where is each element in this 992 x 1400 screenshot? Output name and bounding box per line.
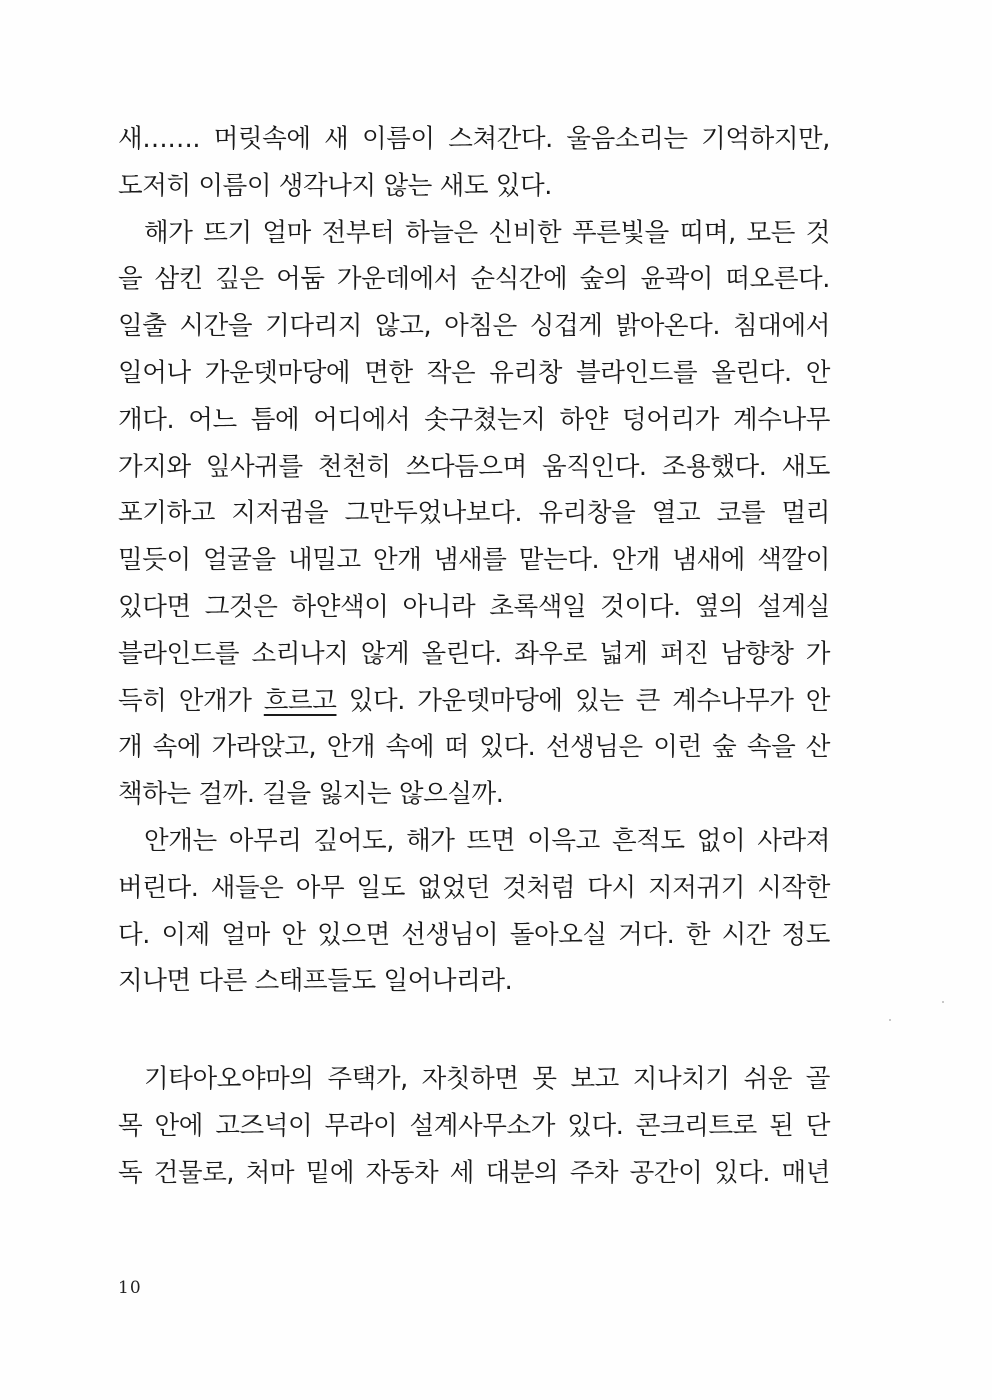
text-line: 다. 이제 얼마 안 있으면 선생님이 돌아오실 거다. 한 시간 정도 bbox=[118, 919, 830, 950]
text-line: 밀듯이 얼굴을 내밀고 안개 냄새를 맡는다. 안개 냄새에 색깔이 bbox=[118, 545, 830, 576]
scan-speck bbox=[942, 1001, 944, 1003]
text-line: 책하는 걸까. 길을 잃지는 않으실까. bbox=[118, 779, 504, 810]
text-line: 블라인드를 소리나지 않게 올린다. 좌우로 넓게 퍼진 남향창 가 bbox=[118, 638, 830, 669]
text-line: 개다. 어느 틈에 어디에서 솟구쳤는지 하얀 덩어리가 계수나무 bbox=[118, 404, 830, 435]
text-line: 개 속에 가라앉고, 안개 속에 떠 있다. 선생님은 이런 숲 속을 산 bbox=[118, 732, 830, 763]
text-line: 목 안에 고즈넉이 무라이 설계사무소가 있다. 콘크리트로 된 단 bbox=[118, 1110, 830, 1141]
text-line: 포기하고 지저귐을 그만두었나보다. 유리창을 열고 코를 멀리 bbox=[118, 498, 830, 529]
text-line: 새……. 머릿속에 새 이름이 스쳐간다. 울음소리는 기억하지만, bbox=[118, 124, 830, 154]
text-line: 버린다. 새들은 아무 일도 없었던 것처럼 다시 지저귀기 시작한 bbox=[118, 872, 830, 903]
text-line-paragraph-start: 기타아오야마의 주택가, 자칫하면 못 보고 지나치기 쉬운 골 bbox=[144, 1064, 830, 1094]
text-line: 도저히 이름이 생각나지 않는 새도 있다. bbox=[118, 170, 552, 201]
underlined-word: 흐르고 bbox=[263, 685, 337, 716]
page-number: 10 bbox=[118, 1278, 142, 1298]
text-line: 일어나 가운뎃마당에 면한 작은 유리창 블라인드를 올린다. 안 bbox=[118, 357, 830, 388]
scan-speck bbox=[889, 1019, 891, 1021]
text-line-with-underline bbox=[118, 678, 830, 725]
body-text-section-1 bbox=[118, 116, 830, 1005]
body-text-section-2 bbox=[118, 1056, 830, 1196]
text-fragment: 있다. 가운뎃마당에 있는 큰 계수나무가 안 bbox=[336, 685, 830, 716]
text-line-paragraph-start: 안개는 아무리 깊어도, 해가 뜨면 이윽고 흔적도 없이 사라져 bbox=[144, 825, 830, 856]
text-line: 을 삼킨 깊은 어둠 가운데에서 순식간에 숲의 윤곽이 떠오른다. bbox=[118, 264, 830, 295]
text-line: 있다면 그것은 하얀색이 아니라 초록색일 것이다. 옆의 설계실 bbox=[118, 591, 830, 622]
text-line: 독 건물로, 처마 밑에 자동차 세 대분의 주차 공간이 있다. 매년 bbox=[118, 1157, 830, 1188]
text-line: 일출 시간을 기다리지 않고, 아침은 싱겁게 밝아온다. 침대에서 bbox=[118, 311, 830, 342]
text-line: 지나면 다른 스태프들도 일어나리라. bbox=[118, 966, 513, 997]
text-line: 가지와 잎사귀를 천천히 쓰다듬으며 움직인다. 조용했다. 새도 bbox=[118, 451, 830, 482]
text-fragment: 득히 안개가 bbox=[118, 685, 264, 716]
text-line-paragraph-start: 해가 뜨기 얼마 전부터 하늘은 신비한 푸른빛을 띠며, 모든 것 bbox=[144, 217, 830, 248]
